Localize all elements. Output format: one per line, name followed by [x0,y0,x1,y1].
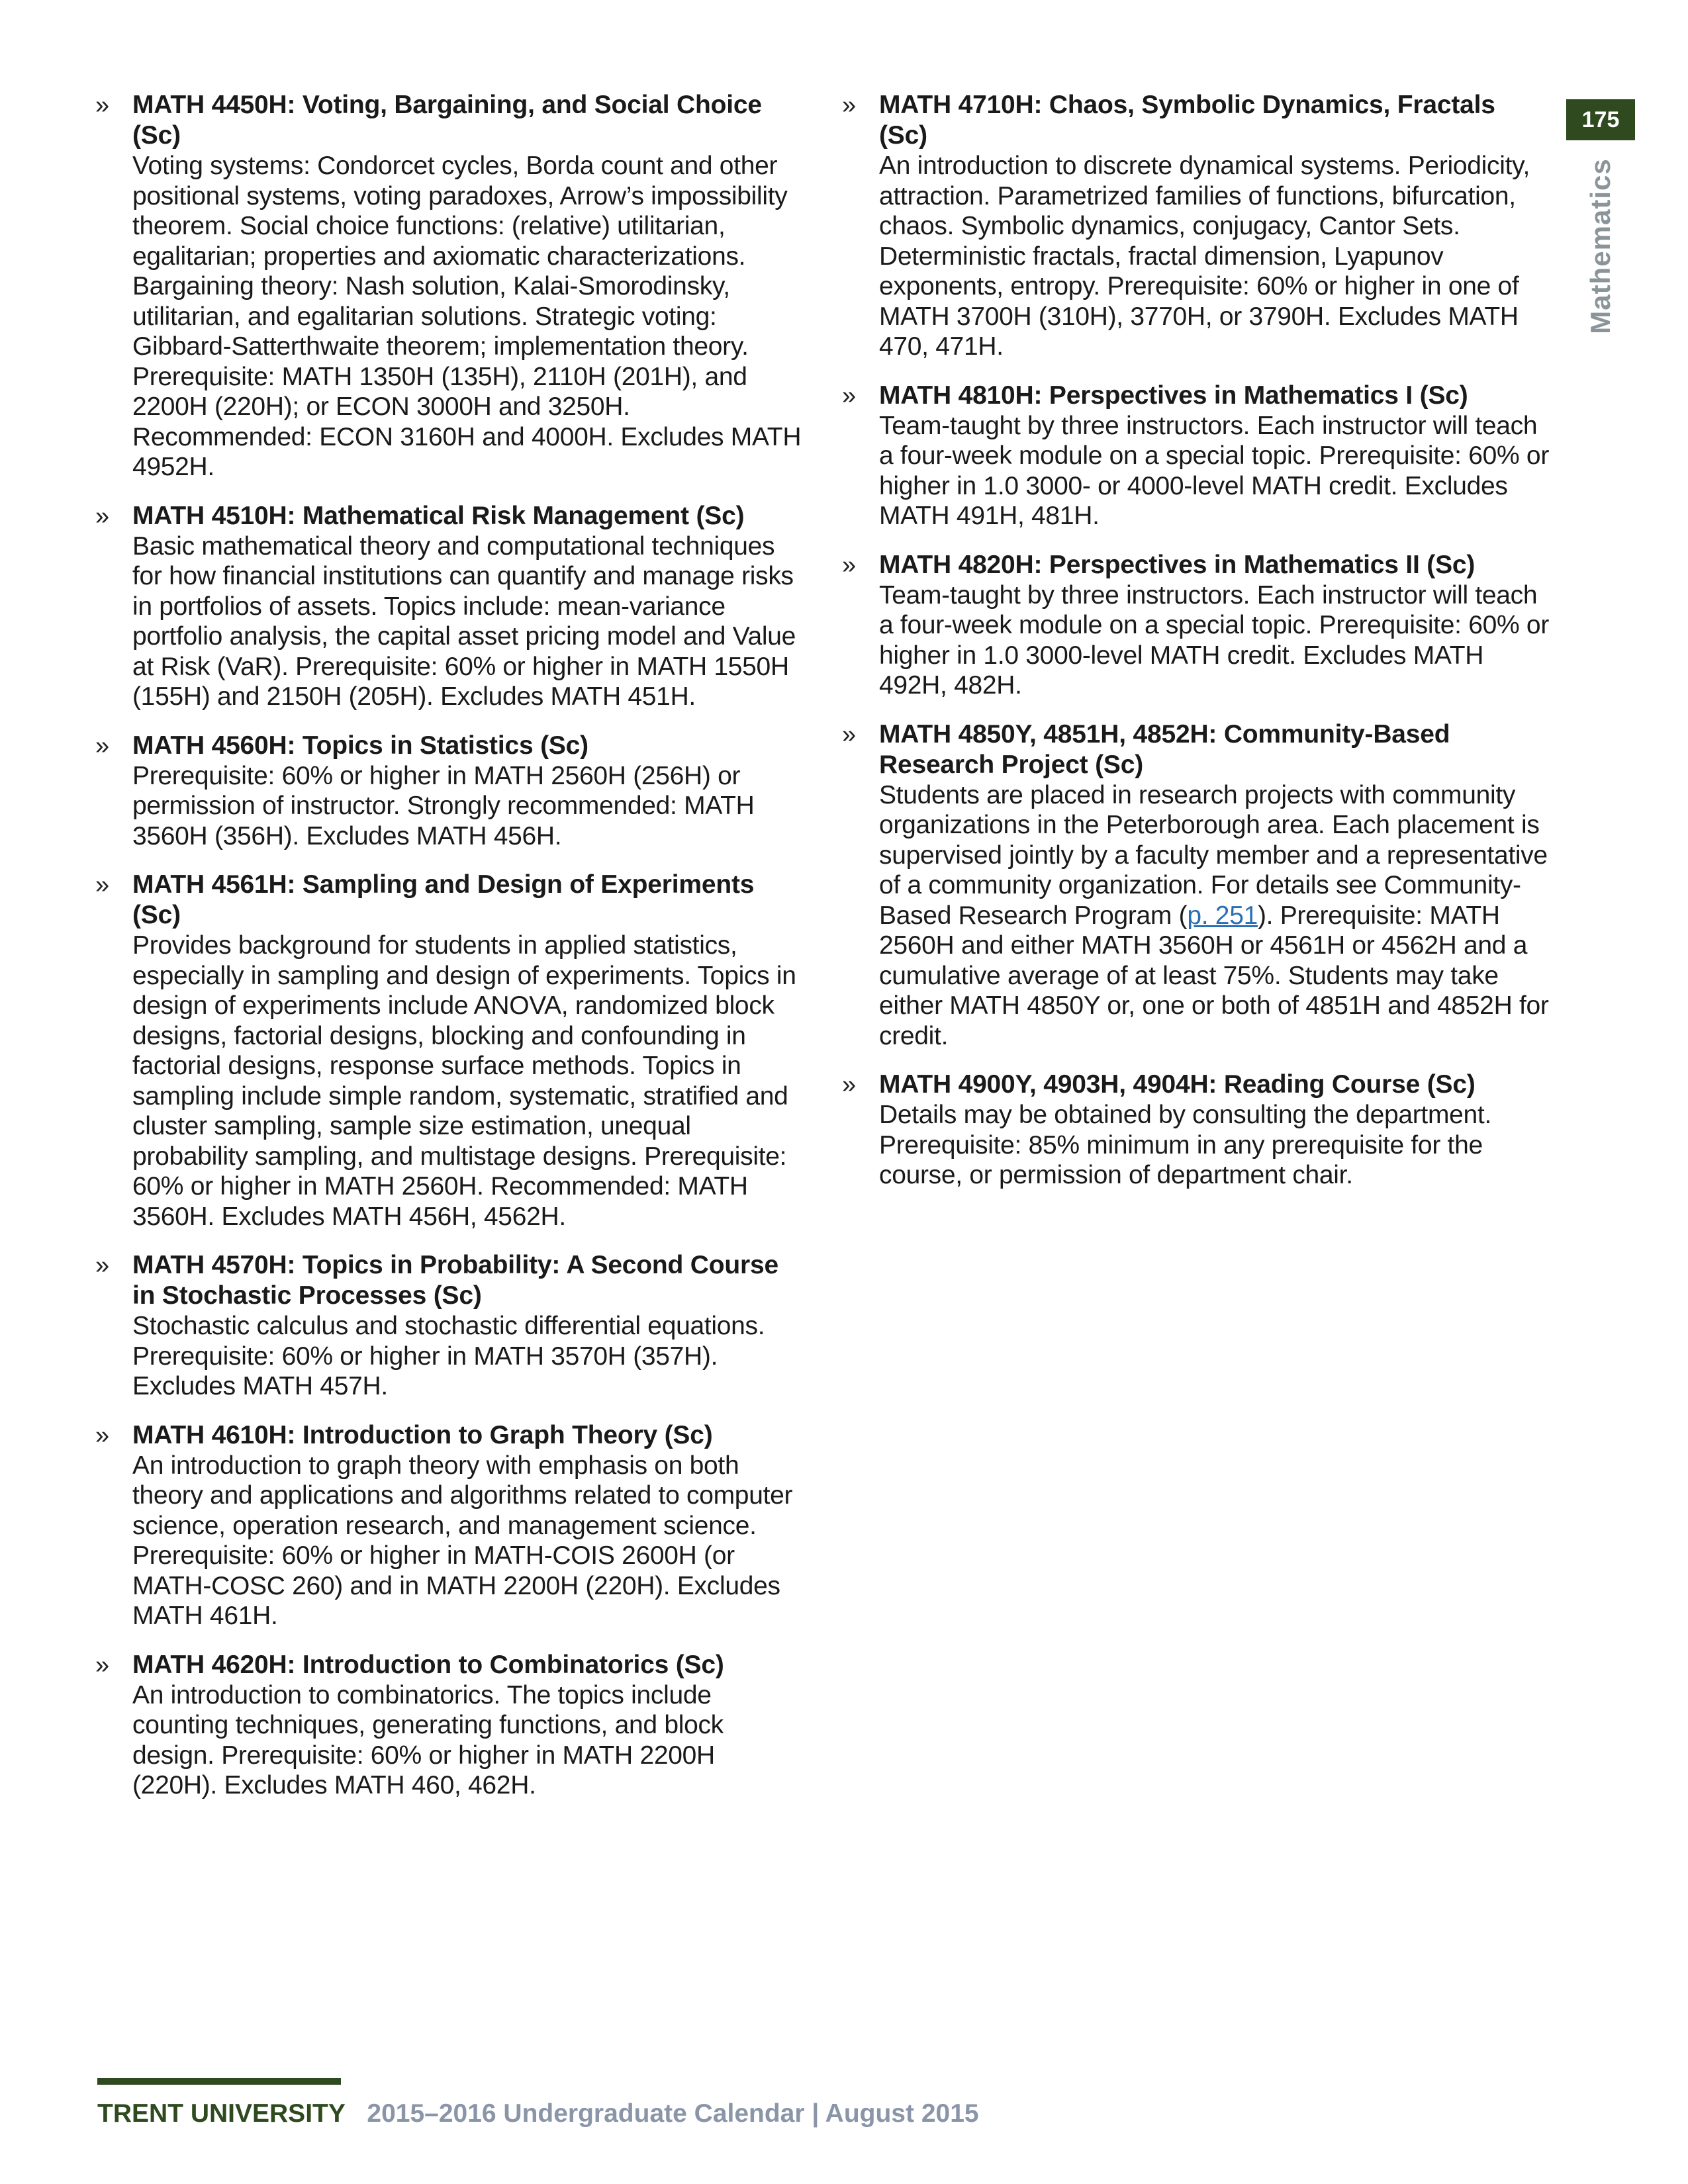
course-description: Details may be obtained by consulting the department. Prerequisite: 85% minimum in any prerequisite for the course, or permission of department chair. [879,1101,1491,1189]
course-description: Voting systems: Condorcet cycles, Borda count and other positional systems, voting paradoxes, Arrow’s impossibility theorem. Social choice functions: (relative) utilitarian, egalitarian; properties and axiomatic characterizations. Bargaining theory: Nash solution, Kalai-Smorodinsky, utilitarian, and egalitarian solutions. Strategic voting: Gibbard-Satterthwaite theorem; implementation theory. Prerequisite: MATH 1350H (135H), 2110H (201H), and 2200H (220H); or ECON 3000H and 3250H. Recommended: ECON 3160H and 4000H. Excludes MATH 4952H. [132,152,802,481]
course-description: An introduction to discrete dynamical systems. Periodicity, attraction. Parametrized families of functions, bifurcation, chaos. Symbolic dynamics, conjugacy, Cantor Sets. Deterministic fractals, fractal dimension, Lyapunov exponents, entropy. Prerequisite: 60% or higher in one of MATH 3700H (310H), 3770H, or 3790H. Excludes MATH 470, 471H. [879,152,1530,361]
course-math-4510h [94,501,802,712]
course-description: An introduction to combinatorics. The topics include counting techniques, generating functions, and block design. Prerequisite: 60% or higher in MATH 2200H (220H). Excludes MATH 460, 462H. [132,1680,724,1799]
course-math-4620h [94,1650,802,1801]
right-column [841,90,1549,1209]
course-title: MATH 4510H: Mathematical Risk Management (Sc) [132,501,745,530]
course-math-4850y [841,719,1549,1052]
bullet-icon: » [842,91,857,119]
course-title: MATH 4561H: Sampling and Design of Experiments (Sc) [132,870,755,929]
course-description [879,780,1549,1052]
course-title: MATH 4560H: Topics in Statistics (Sc) [132,731,588,760]
bullet-icon: » [95,731,110,760]
course-math-4560h [94,731,802,852]
course-math-4900y [841,1069,1549,1191]
footer-rule [97,2078,341,2085]
course-math-4561h [94,870,802,1232]
course-description: Team-taught by three instructors. Each instructor will teach a four-week module on a special topic. Prerequisite: 60% or higher in 1.0 3000- or 4000-level MATH credit. Excludes MATH 491H, 481H. [879,411,1550,530]
page-number: 175 [1566,99,1635,140]
course-math-4710h [841,90,1549,362]
footer [97,2099,979,2128]
bullet-icon: » [842,720,857,749]
course-math-4450h [94,90,802,482]
course-title: MATH 4450H: Voting, Bargaining, and Social Choice (Sc) [132,91,762,150]
bullet-icon: » [95,1651,110,1679]
bullet-icon: » [95,1251,110,1279]
course-title: MATH 4710H: Chaos, Symbolic Dynamics, Fractals (Sc) [879,91,1495,150]
bullet-icon: » [95,871,110,899]
footer-university: TRENT UNIVERSITY [97,2099,346,2128]
bullet-icon: » [842,1071,857,1099]
course-description: Prerequisite: 60% or higher in MATH 2560H (256H) or permission of instructor. Strongly recommended: MATH 3560H (356H). Excludes MATH 456H. [132,761,755,850]
bullet-icon: » [95,91,110,119]
bullet-icon: » [95,502,110,530]
course-description: Team-taught by three instructors. Each instructor will teach a four-week module on a special topic. Prerequisite: 60% or higher in 1.0 3000-level MATH credit. Excludes MATH 492H, 482H. [879,580,1550,700]
course-title: MATH 4570H: Topics in Probability: A Second Course in Stochastic Processes (Sc) [132,1251,778,1310]
course-title: MATH 4820H: Perspectives in Mathematics II (Sc) [879,550,1476,579]
bullet-icon: » [95,1421,110,1449]
bullet-icon: » [842,381,857,410]
description-text: ). Prerequisite: MATH 2560H and either MATH 3560H or 4561H or 4562H and a cumulative average of at least 75%. Students may take either MATH 4850Y or, one or both of 4851H and 4852H for credit. [879,901,1549,1050]
section-tab-mathematics: Mathematics [1585,158,1616,334]
course-math-4570h [94,1250,802,1402]
course-title: MATH 4900Y, 4903H, 4904H: Reading Course (Sc) [879,1070,1476,1099]
page-reference-link[interactable]: p. 251 [1187,901,1258,930]
course-math-4810h [841,381,1549,531]
course-description: Provides background for students in applied statistics, especially in sampling and design of experiments. Topics in design of experiments include ANOVA, randomized block designs, factorial designs, blocking and confounding in factorial designs, response surface methods. Topics in sampling include simple random, systematic, stratified and cluster sampling, sample size estimation, unequal probability sampling, and multistage designs. Prerequisite: 60% or higher in MATH 2560H. Recommended: MATH 3560H. Excludes MATH 456H, 4562H. [132,931,796,1231]
course-title: MATH 4620H: Introduction to Combinatorics (Sc) [132,1650,724,1679]
course-math-4820h [841,550,1549,701]
course-math-4610h [94,1420,802,1631]
bullet-icon: » [842,551,857,579]
course-description: Stochastic calculus and stochastic differential equations. Prerequisite: 60% or higher in MATH 3570H (357H). Excludes MATH 457H. [132,1312,765,1400]
course-title: MATH 4810H: Perspectives in Mathematics I (Sc) [879,381,1468,410]
description-text: Students are placed in research projects with community organizations in the Peterborough area. Each placement is supervised jointly by a faculty member and a representative of a community organization. For details see Community-Based Research Program ( [879,780,1548,930]
left-column [94,90,802,1819]
course-description: Basic mathematical theory and computational techniques for how financial institutions can quantify and manage risks in portfolios of assets. Topics include: mean-variance portfolio analysis, the capital asset pricing model and Value at Risk (VaR). Prerequisite: 60% or higher in MATH 1550H (155H) and 2150H (205H). Excludes MATH 451H. [132,531,796,711]
course-title: MATH 4850Y, 4851H, 4852H: Community-Based Research Project (Sc) [879,719,1450,779]
course-title: MATH 4610H: Introduction to Graph Theory (Sc) [132,1420,713,1449]
course-description: An introduction to graph theory with emphasis on both theory and applications and algorithms related to computer science, operation research, and management science. Prerequisite: 60% or higher in MATH-COIS 2600H (or MATH-COSC 260) and in MATH 2200H (220H). Excludes MATH 461H. [132,1451,793,1630]
footer-calendar: 2015–2016 Undergraduate Calendar | August 2015 [367,2099,979,2128]
